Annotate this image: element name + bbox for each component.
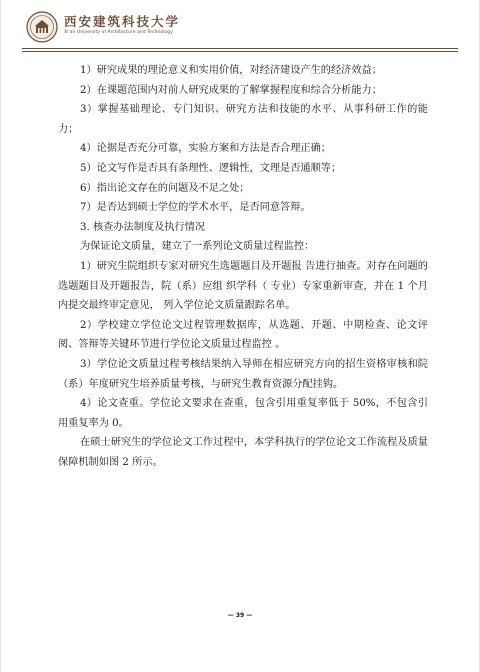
list-item: 6）指出论文存在的问题及不足之处； bbox=[80, 182, 250, 194]
paragraph: 在硕士研究生的学位论文工作过程中，本学科执行的学位论文工作流程及质量保障机制如图 2 所示。 bbox=[58, 437, 428, 468]
list-item: 7）是否达到硕士学位的学术水平，是否同意答辩。 bbox=[80, 202, 311, 214]
school-name-cn: 西安建筑科技大学 bbox=[64, 14, 181, 29]
list-item: 4）论据是否充分可靠，实验方案和方法是否合理正确； bbox=[80, 143, 331, 155]
list-item: 1）研究成果的理论意义和实用价值，对经济建设产生的经济效益； bbox=[80, 65, 382, 76]
page-header bbox=[0, 0, 480, 52]
document-body bbox=[58, 61, 428, 472]
paragraph: 3）学位论文质量过程考核结果纳入导师在相应研究方向的招生资格审核和院（系）年度研究生培养质量考核，与研究生教育资源分配挂钩。 bbox=[58, 358, 428, 390]
list-item: 5）论文写作是否具有条理性、逻辑性，文理是否通顺等； bbox=[80, 162, 342, 174]
header-divider-thin bbox=[22, 51, 458, 52]
page-number: — 39 — bbox=[227, 612, 253, 619]
section-heading: 3. 核查办法制度及执行情况 bbox=[80, 221, 206, 233]
paragraph: 1）研究生院组织专家对研究生选题题目及开题报 告进行抽查。对存在问题的选题题目及开题报告，院（系）应组 织学科（ 专业）专家重新审查，并在 1 个月内提交最终审定意见， 列入学位论文质量跟踪名单。 bbox=[58, 260, 428, 312]
list-item: 2）在课题范围内对前人研究成果的了解掌握程度和综合分析能力； bbox=[80, 84, 382, 96]
university-emblem-icon bbox=[26, 11, 58, 43]
list-item: 3）掌握基础理论、专门知识、研究方法和技能的水平、从事科研工作的能力； bbox=[58, 104, 428, 135]
header-divider bbox=[22, 48, 458, 49]
paragraph: 2）学校建立学位论文过程管理数据库，从选题、开题、中期检查、论文评阅、答辩等关键环节进行学位论文质量过程监控 。 bbox=[58, 319, 428, 351]
paragraph: 4）论文查重。学位论文要求在查重，包含引用重复率低于 50%，不包含引用重复率为 0。 bbox=[58, 398, 428, 429]
school-name-en: Xi'an University of Architecture and Technology bbox=[64, 30, 173, 35]
intro-paragraph: 为保证论文质量，建立了一系列论文质量过程监控： bbox=[80, 241, 315, 253]
